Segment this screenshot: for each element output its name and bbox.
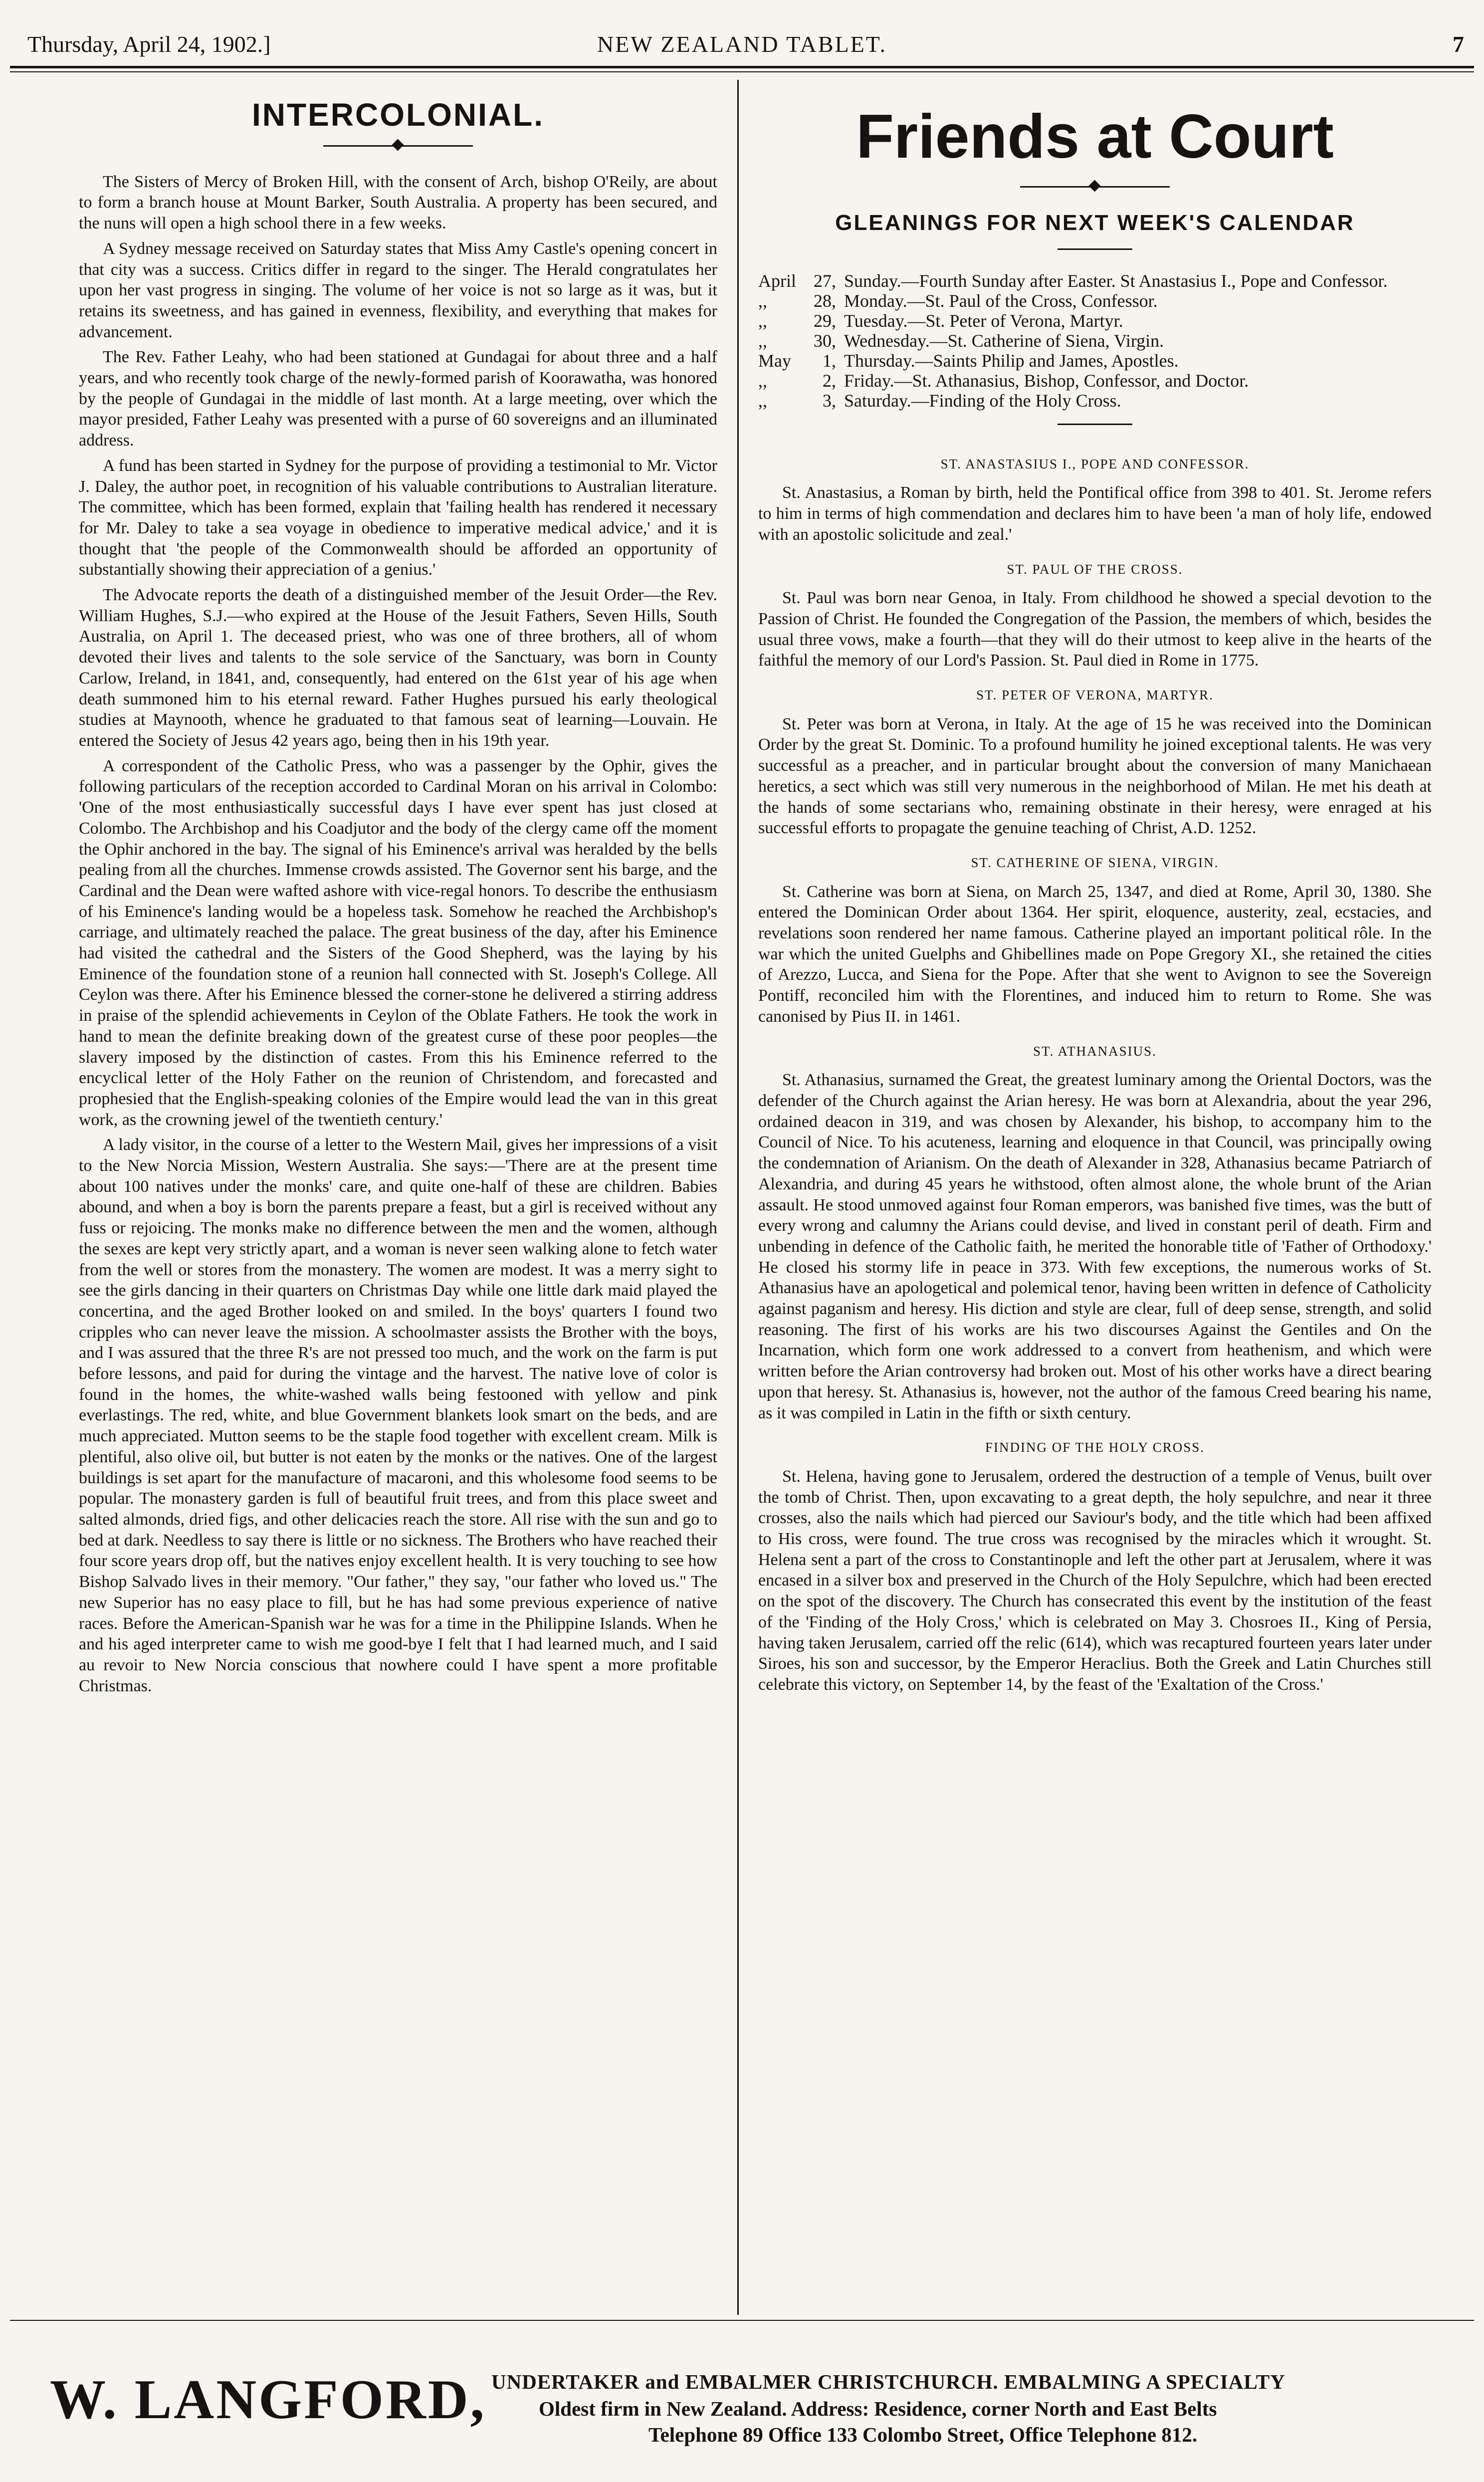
section-paragraph: St. Peter was born at Verona, in Italy. At the age of 15 he was received into the Dominican Order by the great St. Dominic. To a profound humility he joined exceptional talents. He was very successful as a preacher, and in particular brought about the conversion of many Manichaean heretics, a sect which was still very numerous in the neighborhood of Milan. He met his death at the hands of some sectarians who, remaining obstinate in their heresy, were enraged at his successful efforts to propagate the genuine teaching of Christ, A.D. 1252. [758,714,1432,838]
calendar-month: ,, [758,370,767,391]
calendar-day: 1, [823,350,836,371]
calendar-row [758,331,1432,351]
short-rule [1058,424,1132,425]
calendar-subtitle: GLEANINGS FOR NEXT WEEK'S CALENDAR [835,211,1355,235]
ornament-rule [323,140,473,152]
calendar-day: 3, [823,390,836,411]
calendar-row [758,391,1432,411]
section-heading: ST. PETER OF VERONA, MARTYR. [976,687,1214,703]
calendar-entry: Sunday.—Fourth Sunday after Easter. St Anastasius I., Pope and Confessor. [844,270,1388,291]
advertisement-line: Telephone 89 Office 133 Colombo Street, Office Telephone 812. [648,2423,1198,2446]
section-paragraph: St. Catherine was born at Siena, on March 25, 1347, and died at Rome, April 30, 1380. She entered the Dominican Order about 1364. Her spirit, eloquence, austerity, zeal, ecstacies, and revelations soon rendered her name famous. Catherine played an important political rôle. In the war which the united Guelphs and Ghibellines made on Pope Gregory XI., she retained the cities of Arezzo, Lucca, and Siena for the Pope. After that she went to Avignon to see the Sovereign Pontiff, reconciled him with the Florentines, and induced him to return to Rome. She was canonised by Pius II. in 1461. [758,882,1432,1026]
calendar-entry: Tuesday.—St. Peter of Verona, Martyr. [844,310,1123,331]
article-paragraph: A correspondent of the Catholic Press, who was a passenger by the Ophir, gives the following particulars of the reception accorded to Cardinal Moran on his arrival in Colombo: 'One of the most enthusiastically successful days I have ever spent has just closed at Colombo. The Archbishop and his Coadjutor and the body of the clergy came off the moment the Ophir anchored in the bay. The signal of his Eminence's arrival was heralded by the bells pealing from all the churches. Immense crowds assisted. The Governor sent his barge, and the Cardinal and the Dean were wafted ashore with vice-regal honors. To describe the enthusiasm of his Eminence's landing would be a hopeless task. Somehow he reached the Archbishop's carriage, and ultimately reached the palace. The great business of the day, after his Eminence had visited the cathedral and the Sisters of the Good Shepherd, was the laying by his Eminence of the foundation stone of a reunion hall connected with St. Joseph's College. All Ceylon was there. After his Eminence blessed the corner-stone he delivered a stirring address in praise of the splendid achievements in Ceylon of the Oblate Fathers. He took the work in hand to mean the definite breaking down of the greatest curse of these poor peoples—the slavery imposed by the distinction of castes. From this his Eminence referred to the encyclical letter of the Holy Father on the reunion of Christendom, and forecasted and prophesied that the English-speaking colonies of the Empire would lead the van in this great work, as the crowning jewel of the twentieth century.' [79,756,717,1129]
calendar-day: 28, [814,290,836,311]
section-paragraph: St. Paul was born near Genoa, in Italy. From childhood he showed a special devotion to the Passion of Christ. He founded the Congregation of the Passion, the members of which, besides the usual three vows, make a fourth—that they will do their utmost to keep alive in the hearts of the faithful the memory of our Lord's Passion. St. Paul died in Rome in 1775. [758,589,1432,670]
calendar-month: May [758,350,791,371]
calendar-entry: Monday.—St. Paul of the Cross, Confessor. [844,290,1158,311]
running-head [10,31,1474,66]
calendar-month: ,, [758,290,767,311]
short-rule [1058,248,1132,250]
article-paragraph: A lady visitor, in the course of a letter to the Western Mail, gives her impressions of a visit to the New Norcia Mission, Western Australia. She says:—'There are at the present time about 100 natives under the monks' care, and quite one-half of these are children. Babies abound, and when a boy is born the parents prepare a feast, but a girl is received without any fuss or rejoicing. The monks make no difference between the men and the women, although the sexes are kept very strictly apart, and a woman is never seen walking alone to fetch water from the well or stores from the monastery. The women are modest. It was a merry sight to see the girls dancing in their quarters on Christmas Day while one little dark maid played the concertina, and the aged Brother looked on and smiled. In the boys' quarters I found two cripples who can never leave the mission. A schoolmaster assists the Brother with the boys, and I was assured that the three R's are not pressed too much, and the work on the farm is put before lessons, and paid for during the vintage and the harvest. The native love of color is found in the homes, the white-washed walls being festooned with yellow and pink everlastings. The red, white, and blue Government blankets look smart on the beds, and are much appreciated. Mutton seems to be the staple food together with excellent cream. Milk is plentiful, also olive oil, but butter is not eaten by the monks or the natives. One of the largest buildings is set apart for the manufacture of macaroni, and this wholesome food seems to be popular. The monastery garden is full of beautiful fruit trees, and from this place sweet and salted almonds, dried figs, and other delicacies reach the store. All rise with the sun and go to bed at dark. Needless to say there is little or no sickness. The Brothers who have reached their four score years drop off, but the natives enjoy excellent health. It is very touching to see how Bishop Salvado lives in their memory. "Our father," they say, "our father who loved us." The new Superior has no easy place to fill, but he has had some previous experience of native races. Before the American-Spanish war he was for a time in the Philippine Islands. When he and his aged interpreter came to wish me good-bye I felt that I had learned much, and I said au revoir to New Norcia conscious that nowhere could I have spent a more profitable Christmas. [79,1135,717,1695]
intercolonial-column [79,90,717,1701]
article-paragraph: The Sisters of Mercy of Broken Hill, with the consent of Arch, bishop O'Reily, are about to form a branch house at Mount Barker, South Australia. A property has been secured, and the nuns will open a high school there in a few weeks. [79,172,717,233]
calendar-day: 2, [823,370,836,391]
calendar-day: 30, [814,330,836,351]
friends-at-court-heading: Friends at Court [856,102,1334,171]
advertiser-name: W. LANGFORD, [50,2369,486,2431]
article-paragraph: The Advocate reports the death of a distinguished member of the Jesuit Order—the Rev. William Hughes, S.J.—who expired at the House of the Jesuit Fathers, Seven Hills, South Australia, on April 1. The deceased priest, who was one of three brothers, all of whom devoted their lives and talents to the sole service of the Sanctuary, was born in County Carlow, Ireland, in 1841, and, consequently, had entered on the 61st year of his age when death summoned him to his eternal reward. Father Hughes pursued his early theological studies at Maynooth, whence he graduated to that famous seat of learning—Louvain. He entered the Society of Jesus 42 years ago, being then in his 19th year. [79,586,717,750]
advertisement [0,2365,1484,2465]
page-number: 7 [1453,31,1464,57]
article-paragraph: The Rev. Father Leahy, who had been stationed at Gundagai for about three and a half years, and who recently took charge of the newly-formed parish of Koorawatha, was honored by the people of Gundagai in the middle of last month. At a large meeting, over which the mayor presided, Father Leahy was presented with a purse of 60 sovereigns and an illuminated address. [79,348,717,450]
calendar-month: ,, [758,310,767,331]
paper-title: NEW ZEALAND TABLET. [597,31,887,57]
article-paragraph: A fund has been started in Sydney for the purpose of providing a testimonial to Mr. Victor J. Daley, the author poet, in recognition of his valuable contributions to Australian literature. The committee, which has been formed, explain that 'failing health has rendered it necessary for Mr. Daley to take a sea voyage in obedience to imperative medical advice,' and it is thought that 'the people of the Commonwealth should be afforded an opportunity of substantially showing their appreciation of a genius.' [79,456,717,579]
calendar-month: April [758,270,796,291]
calendar-row [758,351,1432,371]
diamond-icon [1088,180,1100,192]
calendar-entry: Wednesday.—St. Catherine of Siena, Virgin. [844,330,1164,351]
section-heading: ST. ANASTASIUS I., POPE AND CONFESSOR. [940,456,1250,471]
section-heading: FINDING OF THE HOLY CROSS. [985,1440,1205,1455]
calendar-row [758,291,1432,311]
diamond-icon [392,139,404,151]
section-paragraph: St. Anastasius, a Roman by birth, held the Pontifical office from 398 to 401. St. Jerome refers to him in terms of high commendation and declares him to have been 'a man of holy life, endowed with an apostolic solicitude and zeal.' [758,483,1432,544]
column-divider [737,80,739,2315]
calendar-entry: Saturday.—Finding of the Holy Cross. [844,390,1121,411]
section-heading: ST. ATHANASIUS. [1033,1043,1157,1059]
calendar-month: ,, [758,390,767,411]
advertisement-line: UNDERTAKER and EMBALMER CHRISTCHURCH. EMBALMING A SPECIALTY [491,2370,1285,2393]
intercolonial-heading: INTERCOLONIAL. [252,97,544,133]
calendar-day: 27, [814,270,836,291]
advertisement-line: Oldest firm in New Zealand. Address: Residence, corner North and East Belts [539,2397,1217,2420]
issue-date: Thursday, April 24, 1902.] [27,31,271,57]
calendar-entry: Thursday.—Saints Philip and James, Apostles. [844,350,1179,371]
calendar-row [758,371,1432,391]
calendar-day: 29, [814,310,836,331]
section-paragraph: St. Helena, having gone to Jerusalem, ordered the destruction of a temple of Venus, built over the tomb of Christ. Then, upon excavating to a great depth, the holy sepulchre, and near it three crosses, also the nails which had pierced our Saviour's body, and the title which had been affixed to His cross, were found. The true cross was recognised by the miracles which it wrought. St. Helena sent a part of the cross to Constantinople and left the other part at Jerusalem, where it was encased in a silver box and preserved in the Church of the Holy Sepulchre, which had been erected on the spot of the discovery. The Church has consecrated this event by the institution of the feast of the 'Finding of the Holy Cross,' which is celebrated on May 3. Chosroes II., King of Persia, having taken Jerusalem, carried off the relic (614), which was recaptured fourteen years later under Siroes, his son and successor, by the Emperor Heraclius. Both the Greek and Latin Churches still celebrate this victory, on September 14, by the feast of the 'Exaltation of the Cross.' [758,1467,1432,1694]
section-heading: ST. CATHERINE OF SIENA, VIRGIN. [971,855,1219,870]
calendar-row [758,311,1432,331]
calendar-table [758,271,1432,411]
calendar-month: ,, [758,330,767,351]
ornament-rule [1020,181,1170,193]
calendar-entry: Friday.—St. Athanasius, Bishop, Confessor, and Doctor. [844,370,1249,391]
advertisement-rule [10,2320,1474,2321]
friends-at-court-column [758,90,1432,1700]
section-heading: ST. PAUL OF THE CROSS. [1007,561,1183,577]
calendar-row [758,271,1432,291]
section-paragraph: St. Athanasius, surnamed the Great, the greatest luminary among the Oriental Doctors, was the defender of the Church against the Arian heresy. He was born at Alexandria, about the year 296, ordained deacon in 319, and was chosen by Alexander, his bishop, to accompany him to the Council of Nice. To his acuteness, learning and eloquence in that Council, was principally owing the condemnation of Arianism. On the death of Alexander in 328, Athanasius became Patriarch of Alexandria, and during 45 years he withstood, often almost alone, the whole brunt of the Arian assault. He stood unmoved against four Roman emperors, was banished five times, was the butt of every wrong and calumny the Arians could devise, and lived in constant peril of death. Firm and unbending in defence of the Catholic faith, he merited the honorable title of 'Father of Orthodoxy.' He closed his stormy life in peace in 373. With few exceptions, the numerous works of St. Athanasius have an apologetical and polemical tenor, having been written in defence of Catholicity against paganism and heresy. His diction and style are clear, full of deep sense, strength, and solid reasoning. The first of his works are his two discourses Against the Gentiles and On the Incarnation, which form one work addressed to a convert from heathenism, and which were written before the Arian controversy had broken out. Most of his other works have a direct bearing upon that heresy. St. Athanasius is, however, not the author of the famous Creed bearing his name, as it was compiled in Latin in the fifth or sixth century. [758,1071,1432,1422]
header-rule [10,66,1474,72]
article-paragraph: A Sydney message received on Saturday states that Miss Amy Castle's opening concert in that city was a success. Critics differ in regard to the singer. The Herald congratulates her upon her vast progress in singing. The volume of her voice is not so large as it was, but it retains its sweetness, and has gained in evenness, flexibility, and everything that makes for advancement. [79,239,717,341]
